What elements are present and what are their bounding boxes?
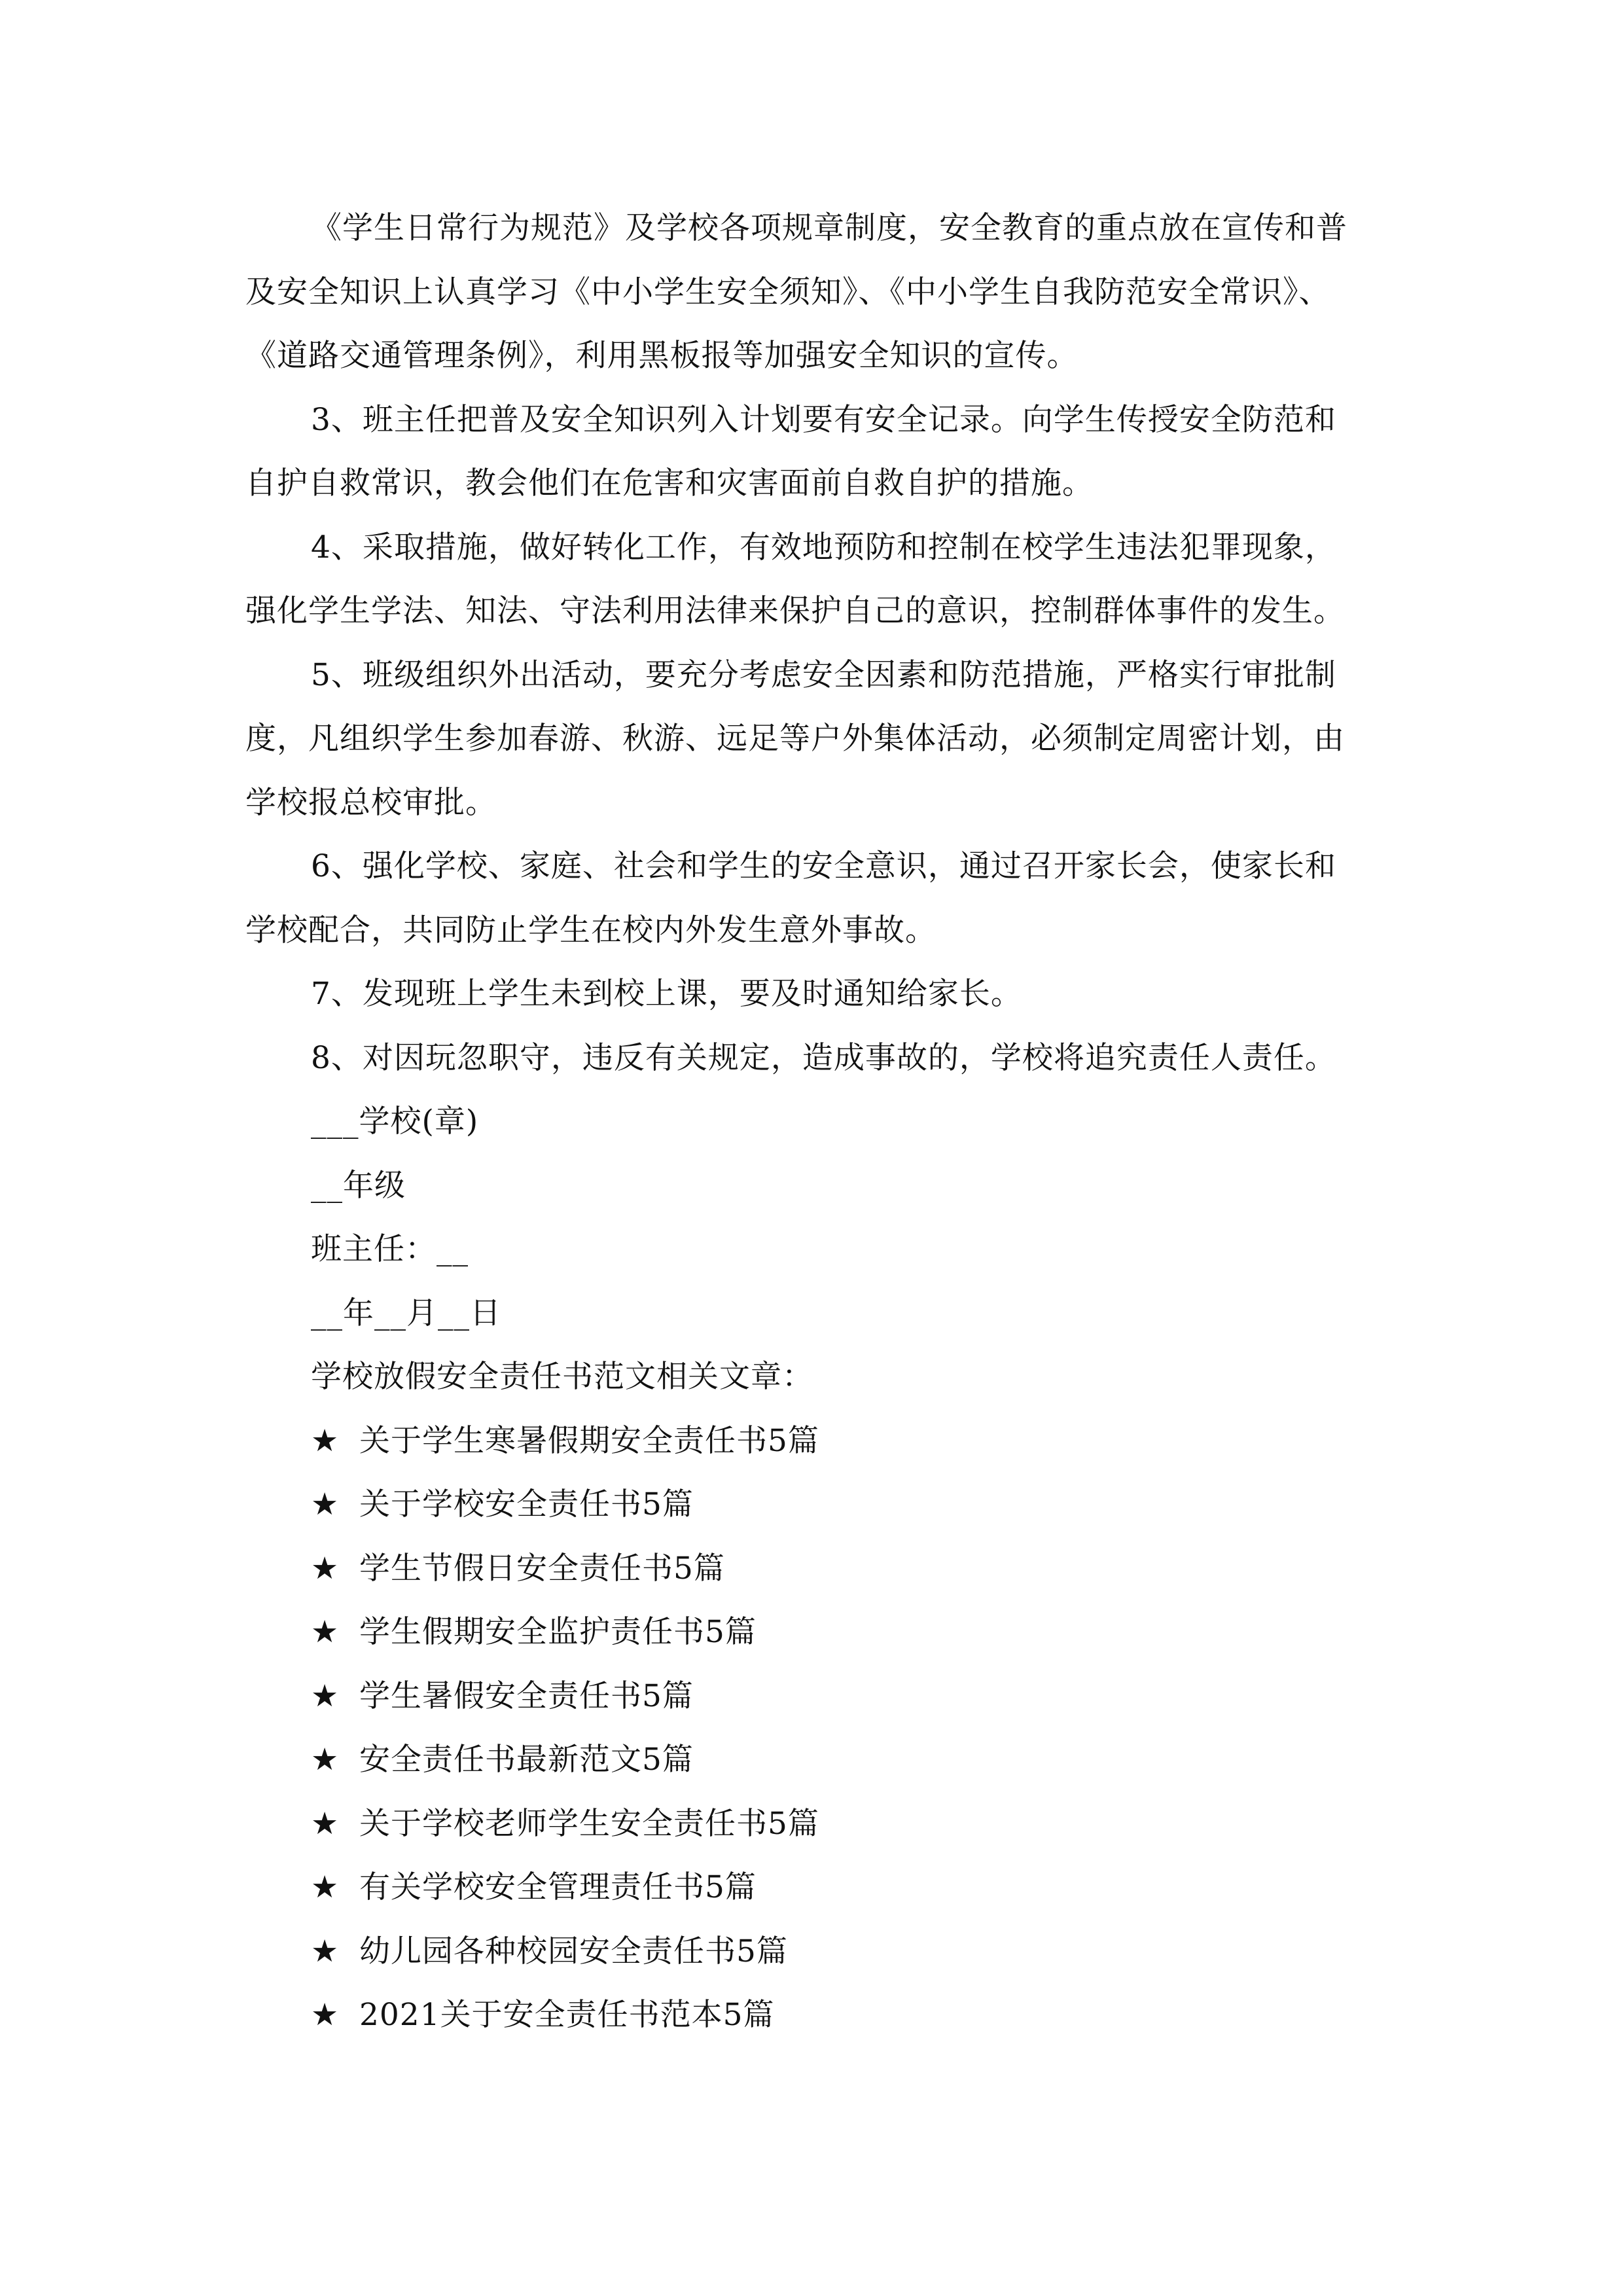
related-article-title: 2021关于安全责任书范本5篇: [359, 1997, 775, 2033]
star-icon: ★: [311, 1742, 340, 1778]
paragraph-1-line-1: 《学生日常行为规范》及学校各项规章制度，安全教育的重点放在宣传和普: [311, 210, 1347, 246]
related-article-title: 关于学校老师学生安全责任书5篇: [359, 1805, 819, 1842]
related-article-title: 学生节假日安全责任书5篇: [359, 1550, 725, 1587]
paragraph-5-line-3: 学校报总校审批。: [245, 784, 497, 821]
related-article-link[interactable]: [245, 1920, 1410, 1984]
star-icon: ★: [311, 1869, 340, 1905]
star-icon: ★: [311, 1550, 340, 1587]
related-article-link[interactable]: [245, 1473, 1410, 1537]
star-icon: ★: [311, 1805, 340, 1842]
star-icon: ★: [311, 1422, 340, 1459]
signature-grade: __年级: [311, 1167, 406, 1204]
star-icon: ★: [311, 1677, 340, 1714]
paragraph-3-line-1: 3、班主任把普及安全知识列入计划要有安全记录。向学生传授安全防范和: [311, 401, 1336, 438]
related-article-title: 安全责任书最新范文5篇: [359, 1742, 694, 1778]
paragraph-4-line-2: 强化学生学法、知法、守法利用法律来保护自己的意识，控制群体事件的发生。: [245, 593, 1345, 629]
paragraph-3-line-2: 自护自救常识，教会他们在危害和灾害面前自救自护的措施。: [245, 465, 1094, 501]
related-articles-list: [245, 1409, 1410, 2047]
related-article-link[interactable]: [245, 1728, 1410, 1792]
related-article-link[interactable]: [245, 1664, 1410, 1729]
related-article-title: 有关学校安全管理责任书5篇: [359, 1869, 757, 1905]
related-article-link[interactable]: [245, 1537, 1410, 1601]
paragraph-5-line-2: 度，凡组织学生参加春游、秋游、远足等户外集体活动，必须制定周密计划，由: [245, 721, 1345, 757]
related-article-title: 关于学生寒暑假期安全责任书5篇: [359, 1422, 819, 1459]
paragraph-5-line-1: 5、班级组织外出活动，要充分考虑安全因素和防范措施，严格实行审批制: [311, 656, 1336, 693]
related-article-title: 学生假期安全监护责任书5篇: [359, 1614, 757, 1650]
paragraph-6-line-1: 6、强化学校、家庭、社会和学生的安全意识，通过召开家长会，使家长和: [311, 848, 1336, 884]
star-icon: ★: [311, 1614, 340, 1650]
star-icon: ★: [311, 1486, 340, 1522]
related-article-title: 关于学校安全责任书5篇: [359, 1486, 694, 1522]
signature-school: ___学校(章): [311, 1103, 479, 1139]
paragraph-8: 8、对因玩忽职守，违反有关规定，造成事故的，学校将追究责任人责任。: [311, 1039, 1336, 1076]
related-article-title: 幼儿园各种校园安全责任书5篇: [359, 1933, 788, 1969]
related-article-link[interactable]: [245, 1792, 1410, 1856]
paragraph-6-line-2: 学校配合，共同防止学生在校内外发生意外事故。: [245, 912, 936, 948]
paragraph-1-line-3: 《道路交通管理条例》，利用黑板报等加强安全知识的宣传。: [245, 338, 1079, 374]
signature-date: __年__月__日: [311, 1295, 501, 1331]
star-icon: ★: [311, 1997, 340, 2033]
paragraph-7: 7、发现班上学生未到校上课，要及时通知给家长。: [311, 976, 1022, 1012]
paragraph-4-line-1: 4、采取措施，做好转化工作，有效地预防和控制在校学生违法犯罪现象，: [311, 529, 1336, 565]
star-icon: ★: [311, 1933, 340, 1969]
related-article-title: 学生暑假安全责任书5篇: [359, 1677, 694, 1714]
paragraph-1-line-2: 及安全知识上认真学习《中小学生安全须知》、《中小学生自我防范安全常识》、: [245, 274, 1330, 310]
signature-teacher: 班主任：__: [311, 1231, 469, 1267]
related-article-link[interactable]: [245, 1856, 1410, 1920]
related-article-link[interactable]: [245, 1600, 1410, 1664]
document-body: [245, 196, 1410, 2047]
related-article-link[interactable]: [245, 1409, 1410, 1473]
related-articles-heading: 学校放假安全责任书范文相关文章：: [311, 1359, 813, 1395]
related-article-link[interactable]: [245, 1983, 1410, 2047]
